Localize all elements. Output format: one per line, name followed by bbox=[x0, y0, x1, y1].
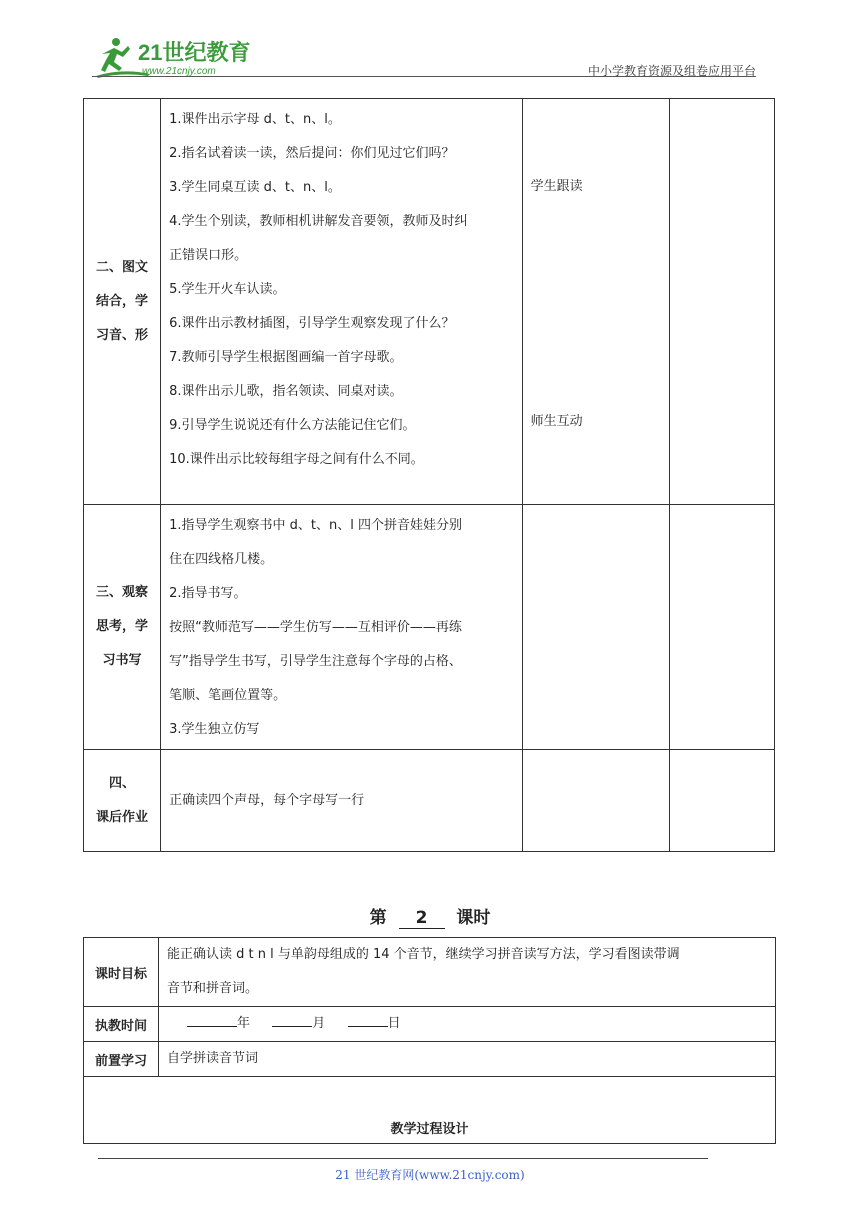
pre-study-cell: 自学拼读音节词 bbox=[159, 1042, 776, 1077]
table-row bbox=[84, 1042, 776, 1077]
section-cell: 四、 课后作业 bbox=[84, 750, 161, 852]
time-label: 执教时间 bbox=[84, 1007, 159, 1042]
header-divider bbox=[92, 76, 756, 77]
activity-line: 笔顺、笔画位置等。 bbox=[169, 688, 287, 703]
activity-line: 按照“教师范写——学生仿写——互相评价——再练 bbox=[169, 620, 462, 635]
goal-cell: 能正确认读 d t n l 与单韵母组成的 14 个音节，继续学习拼音读写方法，学习看图读带调 音节和拼音词。 bbox=[159, 938, 776, 1007]
table-row bbox=[84, 1007, 776, 1042]
empty-cell bbox=[522, 750, 669, 852]
time-cell: 年 月 日 bbox=[159, 1007, 776, 1042]
section-cell: 二、图文 结合，学 习音、形 bbox=[84, 99, 161, 505]
activity-line: 1.指导学生观察书中 d、t、n、l 四个拼音娃娃分别 bbox=[169, 518, 462, 533]
pre-study-label: 前置学习 bbox=[84, 1042, 159, 1077]
design-heading: 教学过程设计 bbox=[84, 1077, 776, 1144]
activity-cell bbox=[161, 505, 523, 750]
platform-name: 中小学教育资源及组卷应用平台 bbox=[587, 64, 756, 78]
activity-line: 3.学生独立仿写 bbox=[169, 722, 260, 737]
activity-line: 3.学生同桌互读 d、t、n、l。 bbox=[169, 180, 341, 195]
empty-cell bbox=[669, 505, 774, 750]
lesson-process-table bbox=[83, 98, 775, 852]
empty-cell bbox=[669, 750, 774, 852]
lesson-number: 2 bbox=[399, 908, 445, 929]
logo-21cnjy bbox=[92, 34, 262, 78]
note-text: 学生跟读 bbox=[530, 179, 583, 194]
lesson-title: 第 2 课时 bbox=[369, 908, 491, 928]
footer-text: 21 世纪教育网(www.21cnjy.com) bbox=[335, 1168, 525, 1182]
logo-url: www.21cnjy.com bbox=[142, 66, 216, 77]
activity-line: 6.课件出示教材插图，引导学生观察发现了什么？ bbox=[169, 316, 455, 331]
activity-cell bbox=[161, 750, 523, 852]
activity-line: 9.引导学生说说还有什么方法能记住它们。 bbox=[169, 418, 416, 433]
activity-line: 4.学生个别读，教师相机讲解发音要领，教师及时纠 bbox=[169, 214, 468, 229]
activity-line: 2.指导书写。 bbox=[169, 586, 247, 601]
activity-line: 住在四线格几楼。 bbox=[169, 552, 274, 567]
activity-cell bbox=[161, 99, 523, 505]
table-row bbox=[84, 938, 776, 1007]
table-row bbox=[84, 1077, 776, 1144]
empty-cell bbox=[522, 505, 669, 750]
activity-line: 写”指导学生书写，引导学生注意每个字母的占格、 bbox=[169, 654, 462, 669]
activity-line: 1.课件出示字母 d、t、n、l。 bbox=[169, 112, 341, 127]
activity-line: 10.课件出示比较每组字母之间有什么不同。 bbox=[169, 452, 424, 467]
activity-line: 正错误口形。 bbox=[169, 248, 248, 263]
activity-line: 正确读四个声母，每个字母写一行 bbox=[169, 792, 365, 808]
activity-line: 8.课件出示儿歌，指名领读、同桌对读。 bbox=[169, 384, 403, 399]
table-row bbox=[84, 750, 775, 852]
note-text: 师生互动 bbox=[530, 414, 583, 429]
table-row bbox=[84, 99, 775, 505]
activity-line: 7.教师引导学生根据图画编一首字母歌。 bbox=[169, 350, 403, 365]
footer-divider bbox=[98, 1158, 708, 1159]
lesson-info-table bbox=[83, 937, 776, 1144]
activity-line: 5.学生开火车认读。 bbox=[169, 282, 286, 297]
goal-label: 课时目标 bbox=[84, 938, 159, 1007]
table-row bbox=[84, 505, 775, 750]
logo-text: 21世纪教育 bbox=[138, 40, 251, 65]
activity-line: 2.指名试着读一读，然后提问：你们见过它们吗？ bbox=[169, 146, 455, 161]
student-activity-cell bbox=[522, 99, 669, 505]
section-cell: 三、观察 思考，学 习书写 bbox=[84, 505, 161, 750]
empty-cell bbox=[669, 99, 774, 505]
page-header bbox=[92, 34, 756, 78]
